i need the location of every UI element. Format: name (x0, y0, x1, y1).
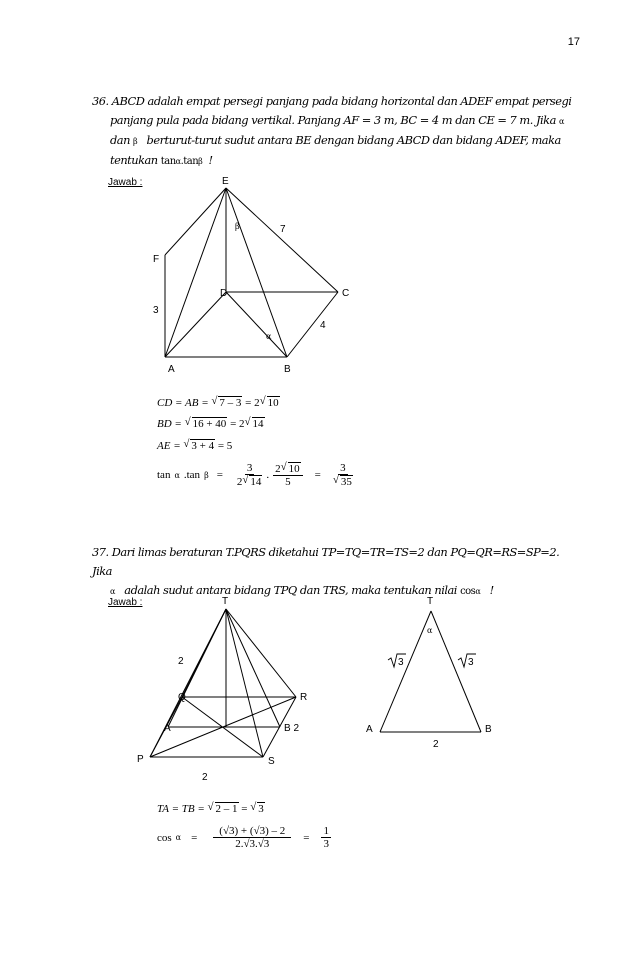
edge-ef (165, 188, 226, 255)
equation-tan-product: tan α .tan β = 3 2 √ 14 . 2 √ 10 5 = 3 √ 35 (157, 461, 352, 488)
fraction-2: 2 √ 10 5 (273, 462, 303, 488)
problem-36-line1: 36. ABCD adalah empat persegi panjang pada bidang horizontal dan ADEF empat persegi (92, 94, 572, 108)
triangle-right-side-length (458, 654, 476, 668)
length-bc: 4 (320, 320, 326, 331)
equation-bd: BD = √ 16 + 40 = 2 √ 14 (157, 416, 264, 430)
problem-37-line1: 37. Dari limas beraturan T.PQRS diketahui TP=TQ=TR=TS=2 dan PQ=QR=RS=SP=2. Jika (92, 545, 560, 578)
problem-36-line2: panjang pula pada bidang vertikal. Panjang AF = 3 m, BC = 4 m dan CE = 7 m. Jika α (110, 113, 564, 127)
vertex-e: E (222, 176, 229, 187)
edge-ec (226, 188, 338, 292)
angle-alpha: α (266, 332, 272, 341)
vertex-d: D (220, 288, 228, 299)
cosine-fraction: $\frac{(√3) + (√3) - 2}{2.√3.√3}$ (213, 825, 291, 850)
length-ce: 7 (280, 224, 286, 235)
jawab-label-37: Jawab : (108, 597, 143, 608)
equation-cd: CD = AB = √ 7 – 3 = 2 √ 10 (157, 395, 279, 409)
svg-text:3: 3 (468, 657, 474, 668)
vertex-c: C (342, 288, 350, 299)
vertex-f: F (153, 254, 160, 265)
fraction-3: 3 √ 35 (332, 462, 352, 488)
triangle-vertex-t: T (427, 596, 434, 607)
edge-ea (165, 188, 226, 357)
triangle-side-tb (431, 611, 481, 732)
problem-36-line4: tentukan tanα.tanβ ! (110, 153, 213, 167)
problem-37-text (92, 543, 582, 601)
edge-tb (226, 609, 280, 727)
problem-36-line3: dan β berturut-turut sudut antara BE dengan bidang ABCD dan bidang ADEF, maka (110, 133, 561, 147)
triangle-vertex-b: B (485, 724, 492, 735)
problem-37-number: 37. (92, 545, 109, 559)
vertex-q: Q (178, 692, 186, 703)
page-number: 17 (567, 36, 580, 48)
length-ps: 2 (202, 772, 208, 783)
result-fraction: $\frac{1}{3}$ (323, 825, 329, 850)
vertex-a-37: A (164, 723, 171, 734)
vertex-t: T (222, 596, 229, 607)
triangle-angle-alpha: α (427, 626, 433, 635)
length-tq: 2 (178, 656, 184, 667)
triangle-base-length: 2 (433, 739, 439, 750)
vertex-r: R (300, 692, 308, 703)
length-af: 3 (153, 305, 159, 316)
triangle-vertex-a: A (366, 724, 373, 735)
problem-37-line2: α adalah sudut antara bidang TPQ dan TRS, maka tentukan nilai cosα ! (110, 583, 494, 597)
problem-36-number: 36. (92, 94, 109, 108)
vertex-b: B (284, 364, 291, 375)
equation-ta: TA = TB = √ 2 – 1 = √ 3 (157, 801, 264, 815)
vertex-p: P (137, 754, 144, 765)
edge-db (226, 292, 287, 357)
fraction-1: 3 2 √ 14 (236, 462, 262, 488)
edge-ad (165, 292, 226, 357)
triangle-left-side-length (388, 654, 406, 668)
triangle-side-ta (380, 611, 431, 732)
vertex-b-37: B 2 (284, 723, 300, 734)
angle-beta: β (235, 222, 240, 231)
edge-ta (168, 609, 226, 727)
svg-text:3: 3 (398, 657, 404, 668)
vertex-s: S (268, 756, 275, 767)
edge-bc (287, 292, 338, 357)
edge-eb (226, 188, 287, 357)
jawab-label-36: Jawab : (108, 177, 143, 188)
vertex-a: A (168, 364, 175, 375)
edge-ts (226, 609, 263, 757)
equation-ae: AE = √ 3 + 4 = 5 (157, 438, 233, 452)
equation-cos-alpha: cos α = $\frac{(√3) + (√3) - 2}{2.√3.√3}$ = $\frac{1}{3}$ (157, 825, 329, 850)
